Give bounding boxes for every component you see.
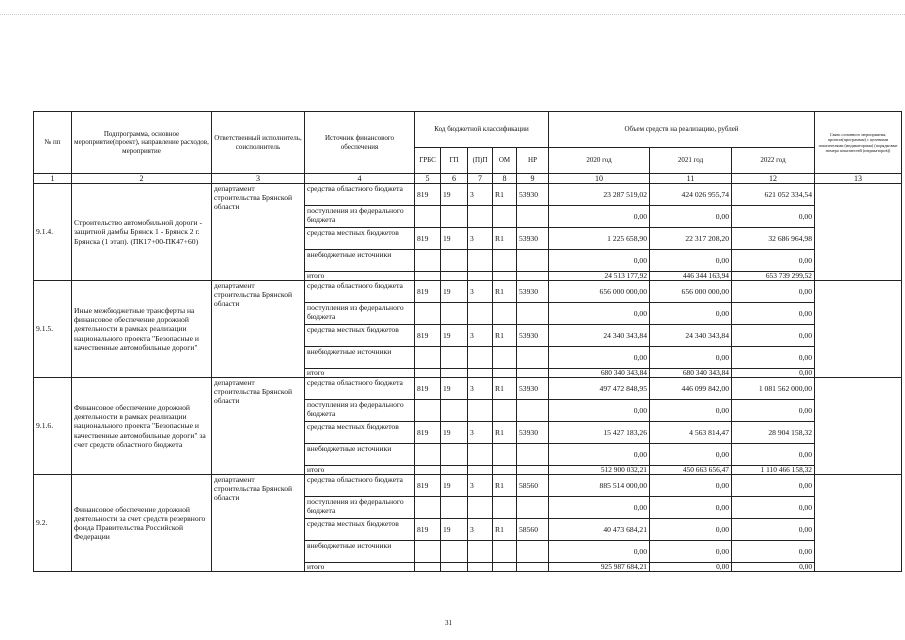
code-grbs bbox=[415, 347, 441, 369]
col-number: 11 bbox=[650, 174, 732, 184]
code-nr bbox=[517, 347, 549, 369]
code-nr: 53930 bbox=[517, 228, 549, 250]
header-volume-group: Объем средств на реализацию, рублей bbox=[549, 112, 815, 148]
code-nr: 53930 bbox=[517, 184, 549, 206]
amount-2020: 656 000 000,00 bbox=[549, 281, 650, 303]
code-nr: 58560 bbox=[517, 519, 549, 541]
empty-code-cell bbox=[517, 563, 549, 572]
total-2021: 680 340 343,84 bbox=[650, 369, 732, 378]
funding-source: поступления из федерального бюджета bbox=[305, 303, 415, 325]
code-pp bbox=[468, 206, 493, 228]
code-grbs bbox=[415, 541, 441, 563]
empty-code-cell bbox=[493, 563, 517, 572]
total-2020: 925 987 684,21 bbox=[549, 563, 650, 572]
code-grbs bbox=[415, 250, 441, 272]
empty-code-cell bbox=[441, 369, 468, 378]
amount-2020: 24 340 343,84 bbox=[549, 325, 650, 347]
code-gp bbox=[441, 444, 468, 466]
code-gp: 19 bbox=[441, 519, 468, 541]
indicator-link bbox=[815, 475, 902, 572]
total-label: итого bbox=[305, 466, 415, 475]
code-grbs bbox=[415, 400, 441, 422]
funding-source: средства местных бюджетов bbox=[305, 422, 415, 444]
amount-2022: 0,00 bbox=[732, 444, 815, 466]
code-pp bbox=[468, 347, 493, 369]
amount-2022: 0,00 bbox=[732, 250, 815, 272]
code-om bbox=[493, 250, 517, 272]
total-2022: 0,00 bbox=[732, 369, 815, 378]
header-code-gp: ГП bbox=[441, 148, 468, 174]
executor-name: департамент строительства Брянской области bbox=[212, 378, 305, 475]
empty-code-cell bbox=[517, 466, 549, 475]
amount-2020: 0,00 bbox=[549, 541, 650, 563]
table-row bbox=[34, 281, 902, 303]
code-nr: 53930 bbox=[517, 378, 549, 400]
col-number: 2 bbox=[72, 174, 212, 184]
code-grbs: 819 bbox=[415, 281, 441, 303]
amount-2020: 23 287 519,02 bbox=[549, 184, 650, 206]
amount-2022: 0,00 bbox=[732, 325, 815, 347]
code-pp bbox=[468, 444, 493, 466]
empty-code-cell bbox=[441, 563, 468, 572]
total-2020: 24 513 177,92 bbox=[549, 272, 650, 281]
item-number: 9.1.4. bbox=[34, 184, 72, 281]
funding-source: средства областного бюджета bbox=[305, 281, 415, 303]
amount-2021: 22 317 208,20 bbox=[650, 228, 732, 250]
code-gp bbox=[441, 206, 468, 228]
amount-2020: 0,00 bbox=[549, 250, 650, 272]
code-grbs bbox=[415, 497, 441, 519]
budget-table bbox=[33, 111, 902, 572]
code-gp: 19 bbox=[441, 228, 468, 250]
funding-source: средства областного бюджета bbox=[305, 475, 415, 497]
code-grbs: 819 bbox=[415, 475, 441, 497]
funding-source: внебюджетные источники bbox=[305, 250, 415, 272]
code-pp: 3 bbox=[468, 325, 493, 347]
code-grbs bbox=[415, 206, 441, 228]
code-pp bbox=[468, 541, 493, 563]
amount-2022: 0,00 bbox=[732, 206, 815, 228]
table-row bbox=[34, 475, 902, 497]
code-gp bbox=[441, 541, 468, 563]
code-om: R1 bbox=[493, 378, 517, 400]
header-year-2020: 2020 год bbox=[549, 148, 650, 174]
indicator-link bbox=[815, 184, 902, 281]
funding-source: средства местных бюджетов bbox=[305, 325, 415, 347]
code-grbs: 819 bbox=[415, 519, 441, 541]
code-gp: 19 bbox=[441, 378, 468, 400]
amount-2022: 0,00 bbox=[732, 497, 815, 519]
code-om bbox=[493, 541, 517, 563]
amount-2022: 0,00 bbox=[732, 400, 815, 422]
empty-code-cell bbox=[468, 369, 493, 378]
empty-code-cell bbox=[517, 272, 549, 281]
code-grbs bbox=[415, 303, 441, 325]
code-om bbox=[493, 303, 517, 325]
code-pp: 3 bbox=[468, 422, 493, 444]
header-num: № пп bbox=[34, 112, 72, 174]
budget-table-body bbox=[34, 184, 902, 572]
code-om bbox=[493, 497, 517, 519]
code-pp bbox=[468, 250, 493, 272]
code-om: R1 bbox=[493, 281, 517, 303]
amount-2021: 424 026 955,74 bbox=[650, 184, 732, 206]
amount-2021: 446 099 842,00 bbox=[650, 378, 732, 400]
header-code-om: ОМ bbox=[493, 148, 517, 174]
code-om: R1 bbox=[493, 519, 517, 541]
code-om bbox=[493, 347, 517, 369]
header-year-2022: 2022 год bbox=[732, 148, 815, 174]
program-name: Финансовое обеспечение дорожной деятельности в рамках реализации национального проекта "Безопасные и качественные автомобильные дороги" за счет средств областного бюджета bbox=[72, 378, 212, 475]
executor-name: департамент строительства Брянской области bbox=[212, 184, 305, 281]
code-pp: 3 bbox=[468, 519, 493, 541]
amount-2020: 15 427 183,26 bbox=[549, 422, 650, 444]
total-2020: 512 900 032,21 bbox=[549, 466, 650, 475]
empty-code-cell bbox=[415, 466, 441, 475]
code-nr: 53930 bbox=[517, 281, 549, 303]
empty-code-cell bbox=[493, 272, 517, 281]
empty-code-cell bbox=[468, 563, 493, 572]
executor-name: департамент строительства Брянской области bbox=[212, 281, 305, 378]
amount-2021: 656 000 000,00 bbox=[650, 281, 732, 303]
header-code-nr: НР bbox=[517, 148, 549, 174]
code-nr bbox=[517, 250, 549, 272]
header-budget-group: Код бюджетной классификации bbox=[415, 112, 549, 148]
header-executor: Ответственный исполнитель, соисполнитель bbox=[212, 112, 305, 174]
executor-name: департамент строительства Брянской области bbox=[212, 475, 305, 572]
code-om: R1 bbox=[493, 475, 517, 497]
code-grbs: 819 bbox=[415, 228, 441, 250]
code-nr bbox=[517, 497, 549, 519]
amount-2020: 1 225 658,90 bbox=[549, 228, 650, 250]
empty-code-cell bbox=[415, 369, 441, 378]
code-gp: 19 bbox=[441, 325, 468, 347]
funding-source: средства местных бюджетов bbox=[305, 228, 415, 250]
amount-2022: 0,00 bbox=[732, 475, 815, 497]
amount-2021: 0,00 bbox=[650, 400, 732, 422]
header-code-pp: (П)П bbox=[468, 148, 493, 174]
col-number: 7 bbox=[468, 174, 493, 184]
amount-2020: 0,00 bbox=[549, 497, 650, 519]
funding-source: внебюджетные источники bbox=[305, 444, 415, 466]
code-gp bbox=[441, 250, 468, 272]
total-2020: 680 340 343,84 bbox=[549, 369, 650, 378]
program-name: Финансовое обеспечение дорожной деятельности за счет средств резервного фонда Правительства Российской Федерации bbox=[72, 475, 212, 572]
funding-source: поступления из федерального бюджета bbox=[305, 400, 415, 422]
empty-code-cell bbox=[441, 466, 468, 475]
amount-2020: 0,00 bbox=[549, 303, 650, 325]
col-number: 8 bbox=[493, 174, 517, 184]
table-row bbox=[34, 184, 902, 206]
amount-2022: 1 081 562 000,00 bbox=[732, 378, 815, 400]
amount-2021: 0,00 bbox=[650, 541, 732, 563]
total-label: итого bbox=[305, 369, 415, 378]
code-nr bbox=[517, 444, 549, 466]
code-om bbox=[493, 444, 517, 466]
total-2022: 653 739 299,52 bbox=[732, 272, 815, 281]
empty-code-cell bbox=[517, 369, 549, 378]
col-number: 13 bbox=[815, 174, 902, 184]
col-number: 3 bbox=[212, 174, 305, 184]
amount-2020: 0,00 bbox=[549, 400, 650, 422]
funding-source: поступления из федерального бюджета bbox=[305, 206, 415, 228]
amount-2021: 0,00 bbox=[650, 519, 732, 541]
amount-2022: 0,00 bbox=[732, 541, 815, 563]
amount-2021: 0,00 bbox=[650, 444, 732, 466]
col-number: 1 bbox=[34, 174, 72, 184]
total-label: итого bbox=[305, 272, 415, 281]
amount-2021: 0,00 bbox=[650, 250, 732, 272]
code-pp: 3 bbox=[468, 228, 493, 250]
amount-2022: 0,00 bbox=[732, 347, 815, 369]
code-grbs bbox=[415, 444, 441, 466]
code-grbs: 819 bbox=[415, 422, 441, 444]
code-nr bbox=[517, 206, 549, 228]
amount-2022: 621 052 334,54 bbox=[732, 184, 815, 206]
amount-2022: 0,00 bbox=[732, 281, 815, 303]
total-2022: 0,00 bbox=[732, 563, 815, 572]
empty-code-cell bbox=[441, 272, 468, 281]
col-number: 6 bbox=[441, 174, 468, 184]
code-nr: 58560 bbox=[517, 475, 549, 497]
empty-code-cell bbox=[493, 466, 517, 475]
code-nr bbox=[517, 400, 549, 422]
header-year-2021: 2021 год bbox=[650, 148, 732, 174]
item-number: 9.2. bbox=[34, 475, 72, 572]
code-pp: 3 bbox=[468, 281, 493, 303]
total-2022: 1 110 466 158,32 bbox=[732, 466, 815, 475]
page-number: 31 bbox=[445, 619, 452, 627]
code-nr bbox=[517, 303, 549, 325]
code-grbs: 819 bbox=[415, 184, 441, 206]
funding-source: внебюджетные источники bbox=[305, 347, 415, 369]
code-om: R1 bbox=[493, 184, 517, 206]
code-gp: 19 bbox=[441, 281, 468, 303]
program-name: Иные межбюджетные трансферты на финансовое обеспечение дорожной деятельности в рамках реализации национального проекта "Безопасные и качественные автомобильные дороги" bbox=[72, 281, 212, 378]
code-gp bbox=[441, 347, 468, 369]
code-om bbox=[493, 400, 517, 422]
budget-table-sheet bbox=[33, 111, 901, 572]
amount-2020: 497 472 848,95 bbox=[549, 378, 650, 400]
indicator-link bbox=[815, 378, 902, 475]
amount-2021: 0,00 bbox=[650, 347, 732, 369]
program-name: Строительство автомобильной дороги - защитной дамбы Брянск 1 - Брянск 2 г. Брянска (1 этап). (ПК17+00-ПК47+60) bbox=[72, 184, 212, 281]
table-row bbox=[34, 378, 902, 400]
amount-2020: 0,00 bbox=[549, 206, 650, 228]
scan-edge-dots bbox=[0, 14, 905, 17]
header-code-grbs: ГРБС bbox=[415, 148, 441, 174]
amount-2021: 0,00 bbox=[650, 497, 732, 519]
code-gp bbox=[441, 497, 468, 519]
code-gp bbox=[441, 400, 468, 422]
col-number: 9 bbox=[517, 174, 549, 184]
code-om: R1 bbox=[493, 228, 517, 250]
code-nr: 53930 bbox=[517, 325, 549, 347]
col-number: 4 bbox=[305, 174, 415, 184]
amount-2021: 0,00 bbox=[650, 475, 732, 497]
empty-code-cell bbox=[468, 272, 493, 281]
amount-2020: 40 473 684,21 bbox=[549, 519, 650, 541]
total-2021: 0,00 bbox=[650, 563, 732, 572]
code-om bbox=[493, 206, 517, 228]
amount-2022: 28 904 158,32 bbox=[732, 422, 815, 444]
column-number-row bbox=[34, 174, 902, 184]
funding-source: средства местных бюджетов bbox=[305, 519, 415, 541]
funding-source: средства областного бюджета bbox=[305, 378, 415, 400]
code-grbs: 819 bbox=[415, 378, 441, 400]
total-2021: 450 663 656,47 bbox=[650, 466, 732, 475]
amount-2020: 0,00 bbox=[549, 444, 650, 466]
code-nr bbox=[517, 541, 549, 563]
code-pp: 3 bbox=[468, 378, 493, 400]
code-gp bbox=[441, 303, 468, 325]
code-om: R1 bbox=[493, 422, 517, 444]
amount-2020: 885 514 000,00 bbox=[549, 475, 650, 497]
funding-source: поступления из федерального бюджета bbox=[305, 497, 415, 519]
funding-source: средства областного бюджета bbox=[305, 184, 415, 206]
code-gp: 19 bbox=[441, 475, 468, 497]
code-gp: 19 bbox=[441, 184, 468, 206]
empty-code-cell bbox=[415, 563, 441, 572]
amount-2021: 4 563 814,47 bbox=[650, 422, 732, 444]
indicator-link bbox=[815, 281, 902, 378]
amount-2022: 0,00 bbox=[732, 519, 815, 541]
header-program: Подпрограмма, основное мероприятие(проект), направление расходов, мероприятие bbox=[72, 112, 212, 174]
col-number: 10 bbox=[549, 174, 650, 184]
amount-2020: 0,00 bbox=[549, 347, 650, 369]
col-number: 5 bbox=[415, 174, 441, 184]
code-om: R1 bbox=[493, 325, 517, 347]
total-label: итого bbox=[305, 563, 415, 572]
empty-code-cell bbox=[493, 369, 517, 378]
total-2021: 446 344 163,94 bbox=[650, 272, 732, 281]
code-pp bbox=[468, 497, 493, 519]
item-number: 9.1.5. bbox=[34, 281, 72, 378]
item-number: 9.1.6. bbox=[34, 378, 72, 475]
code-pp bbox=[468, 400, 493, 422]
col-number: 12 bbox=[732, 174, 815, 184]
code-pp bbox=[468, 303, 493, 325]
amount-2021: 0,00 bbox=[650, 206, 732, 228]
code-nr: 53930 bbox=[517, 422, 549, 444]
amount-2022: 0,00 bbox=[732, 303, 815, 325]
code-pp: 3 bbox=[468, 475, 493, 497]
code-grbs: 819 bbox=[415, 325, 441, 347]
code-gp: 19 bbox=[441, 422, 468, 444]
header-link: Связь основного мероприятия, проекта(программы) с целевыми показателями (индикаторами) (порядковые номера показателей (индикаторов)) bbox=[815, 112, 902, 174]
funding-source: внебюджетные источники bbox=[305, 541, 415, 563]
amount-2021: 24 340 343,84 bbox=[650, 325, 732, 347]
code-pp: 3 bbox=[468, 184, 493, 206]
amount-2021: 0,00 bbox=[650, 303, 732, 325]
header-source: Источник финансового обеспечения bbox=[305, 112, 415, 174]
amount-2022: 32 686 964,98 bbox=[732, 228, 815, 250]
empty-code-cell bbox=[415, 272, 441, 281]
empty-code-cell bbox=[468, 466, 493, 475]
